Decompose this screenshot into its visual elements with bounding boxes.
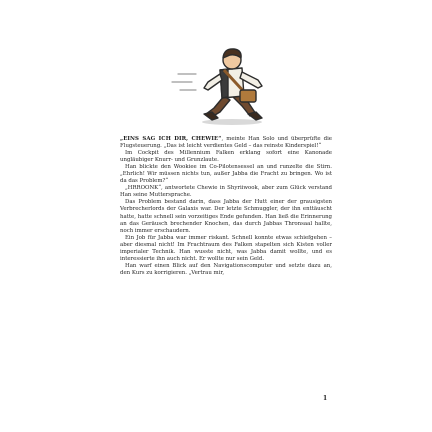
paragraph-6: Ein Job für Jabba war immer riskant. Schnell konnte etwas schiefgehen – aber diesmal nicht! Im Frachtraum des Falken stapelten sich Kisten voller imperialer Technik. Han wusste nicht, was Jabba damit wollte, und es interessierte ihn auch nicht. Er wollte nur sein Geld. [120,234,332,262]
page-number: 1 [323,395,328,402]
paragraph-lead: „EINS SAG ICH DIR, CHEWIE“ [120,136,222,142]
paragraph-2: Im Cockpit des Millennium Falken erklang sofort eine Kanonade ungläubiger Knurr- und Grunzlaute. [120,150,332,164]
paragraph-4: „HRROONK“, antwortete Chewie in Shyriiwook, aber zum Glück verstand Han seine Muttersprache. [120,185,332,199]
paragraph-1 [120,136,332,150]
paragraph-3: Han blickte den Wookiee im Co-Pilotensessel an und runzelte die Stirn. „Ehrlich! Wir müssen nichts tun, außer Jabba die Fracht zu bringen. Wo ist da das Problem?“ [120,164,332,185]
motion-lines [172,74,196,90]
paragraph-7: Han warf einen Blick auf den Navigationscomputer und setzte dazu an, den Kurs zu korrigieren. „Vertrau mir, [120,262,332,276]
paragraph-5: Das Problem bestand darin, dass Jabba der Hutt einer der grausigsten Verbrecherlords der Galaxis war. Der letzte Schmuggler, der ihn enttäuscht hatte, hatte schnell sein vorzeitiges Ende gefunden. Han ließ die Erinnerung an das Geräusch brechender Knochen, das durch Jabbas Thronsaal hallte, noch immer erschaudern. [120,199,332,234]
story-text [120,136,332,277]
running-figure [204,49,262,120]
paragraph-text: , meinte Han Solo und überprüfte die Flugsteuerung. „Das ist leicht verdientes Geld – das reinste Kinderspiel!“ [120,136,332,150]
chapter-illustration [120,34,330,130]
